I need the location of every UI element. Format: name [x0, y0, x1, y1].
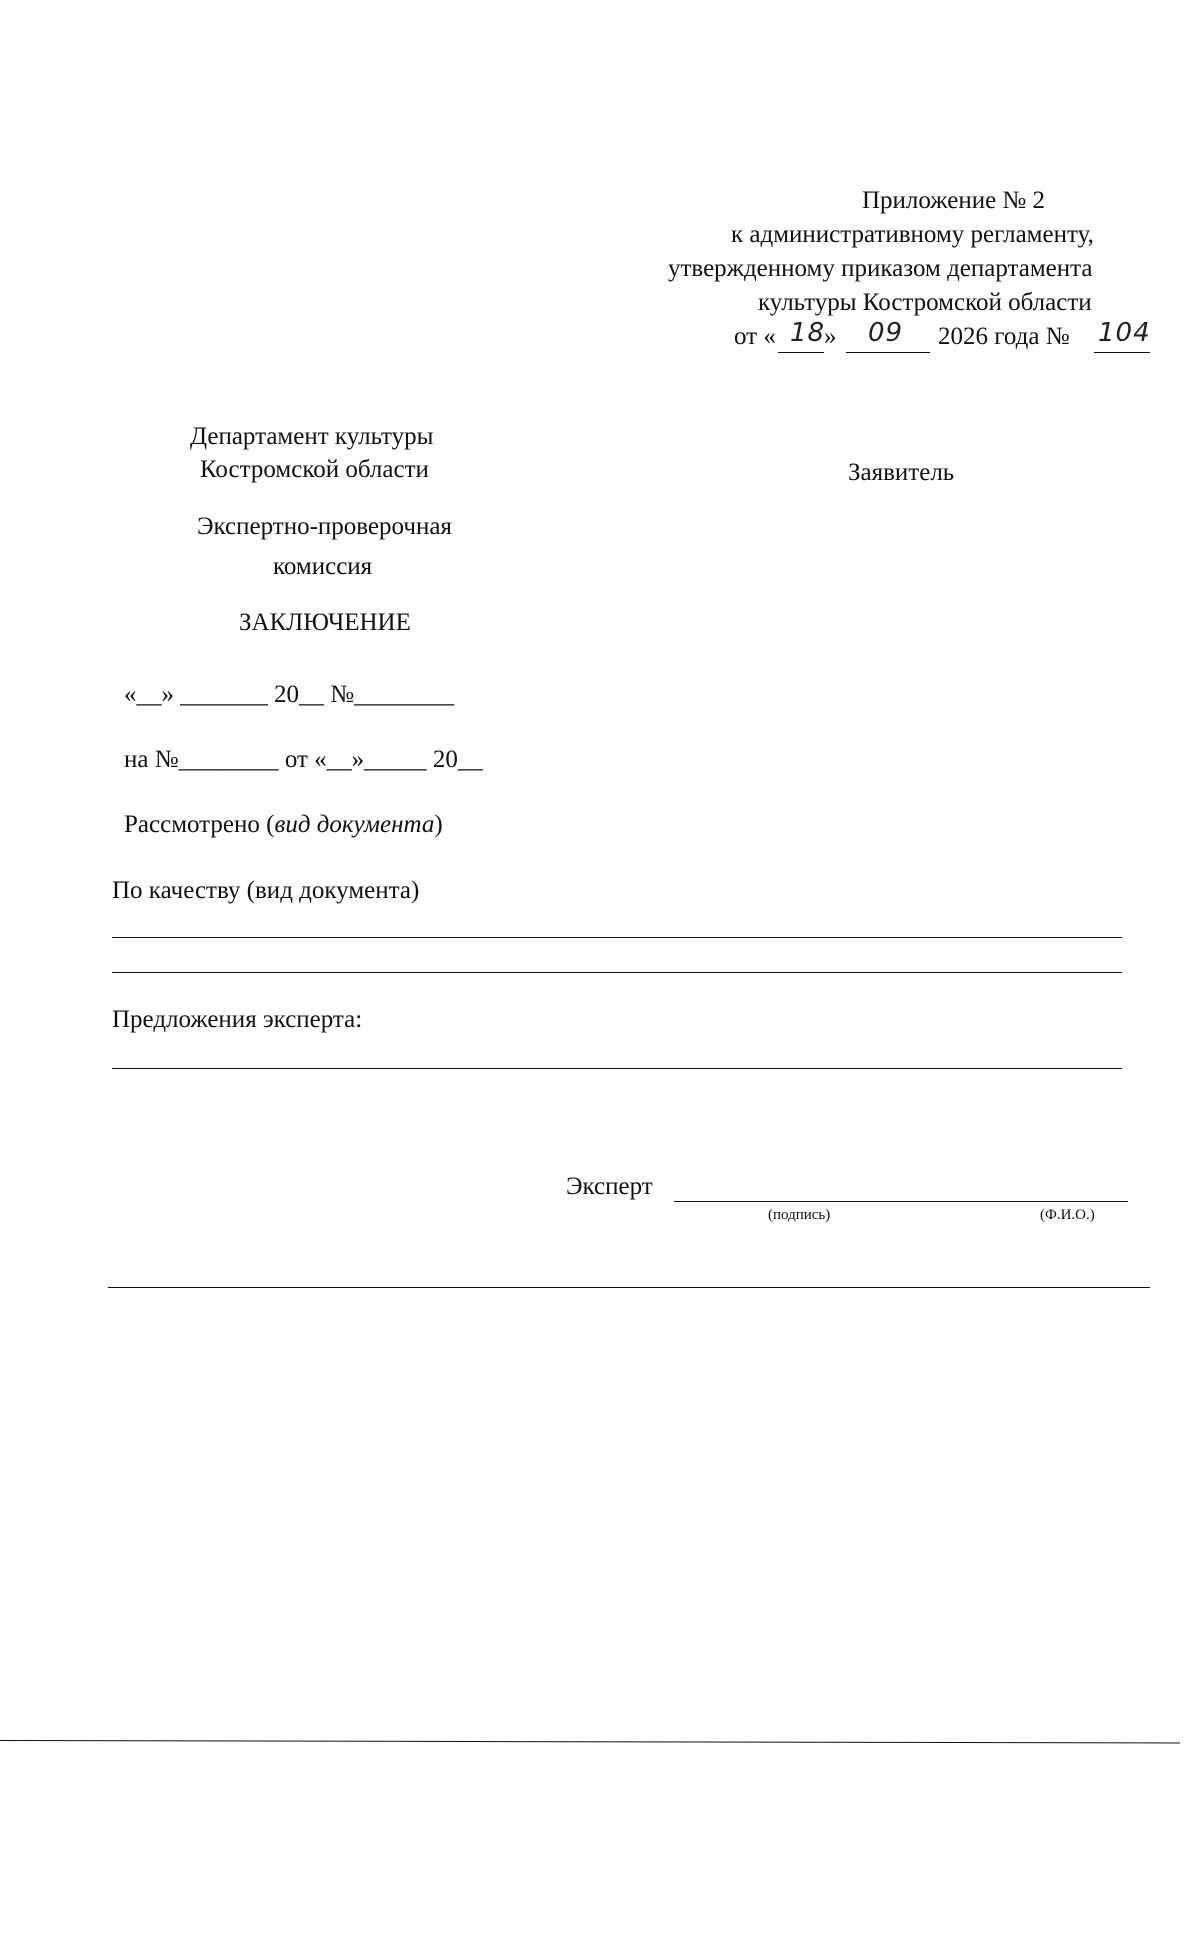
page-bottom-rule	[0, 1740, 1180, 1743]
department-name-line1: Департамент культуры	[190, 423, 434, 450]
month-underline	[846, 352, 930, 353]
handwritten-number: 104	[1098, 318, 1151, 348]
conclusion-date-row: «__» _______ 20__ №________	[124, 681, 455, 708]
commission-line1: Экспертно-проверочная	[197, 513, 452, 540]
expert-label: Эксперт	[566, 1173, 653, 1200]
number-underline	[1094, 352, 1150, 353]
reviewed-label: Рассмотрено (	[124, 811, 275, 838]
reference-row: на №________ от «__»_____ 20__	[124, 746, 483, 773]
bottom-rule	[108, 1287, 1150, 1288]
quality-line-1	[112, 937, 1122, 938]
proposals-line	[112, 1068, 1122, 1069]
reviewed-close: )	[434, 811, 443, 838]
commission-line2: комиссия	[273, 553, 373, 580]
quality-label: По качеству (вид документа)	[112, 877, 420, 904]
reviewed-row	[124, 810, 443, 840]
handwritten-month: 09	[868, 318, 904, 348]
reviewed-doc-type: вид документа	[274, 811, 435, 838]
department-line: культуры Костромской области	[758, 289, 1092, 316]
quality-line-2	[112, 972, 1122, 973]
name-caption: (Ф.И.О.)	[1040, 1207, 1095, 1223]
day-underline	[778, 352, 824, 353]
appendix-title: Приложение № 2	[862, 187, 1046, 214]
conclusion-title: ЗАКЛЮЧЕНИЕ	[239, 609, 411, 636]
department-name-line2: Костромской области	[200, 456, 429, 483]
date-prefix: от «	[734, 323, 776, 350]
regulation-line: к административному регламенту,	[731, 221, 1094, 248]
year-text: 2026 года №	[938, 323, 1070, 350]
proposals-label: Предложения эксперта:	[112, 1006, 363, 1033]
signature-caption: (подпись)	[768, 1207, 831, 1223]
applicant-label: Заявитель	[848, 459, 955, 486]
handwritten-day: 18	[790, 318, 826, 348]
approved-line: утвержденному приказом департамента	[668, 255, 1093, 282]
date-quote-close: »	[824, 323, 837, 350]
signature-line	[674, 1201, 1128, 1202]
